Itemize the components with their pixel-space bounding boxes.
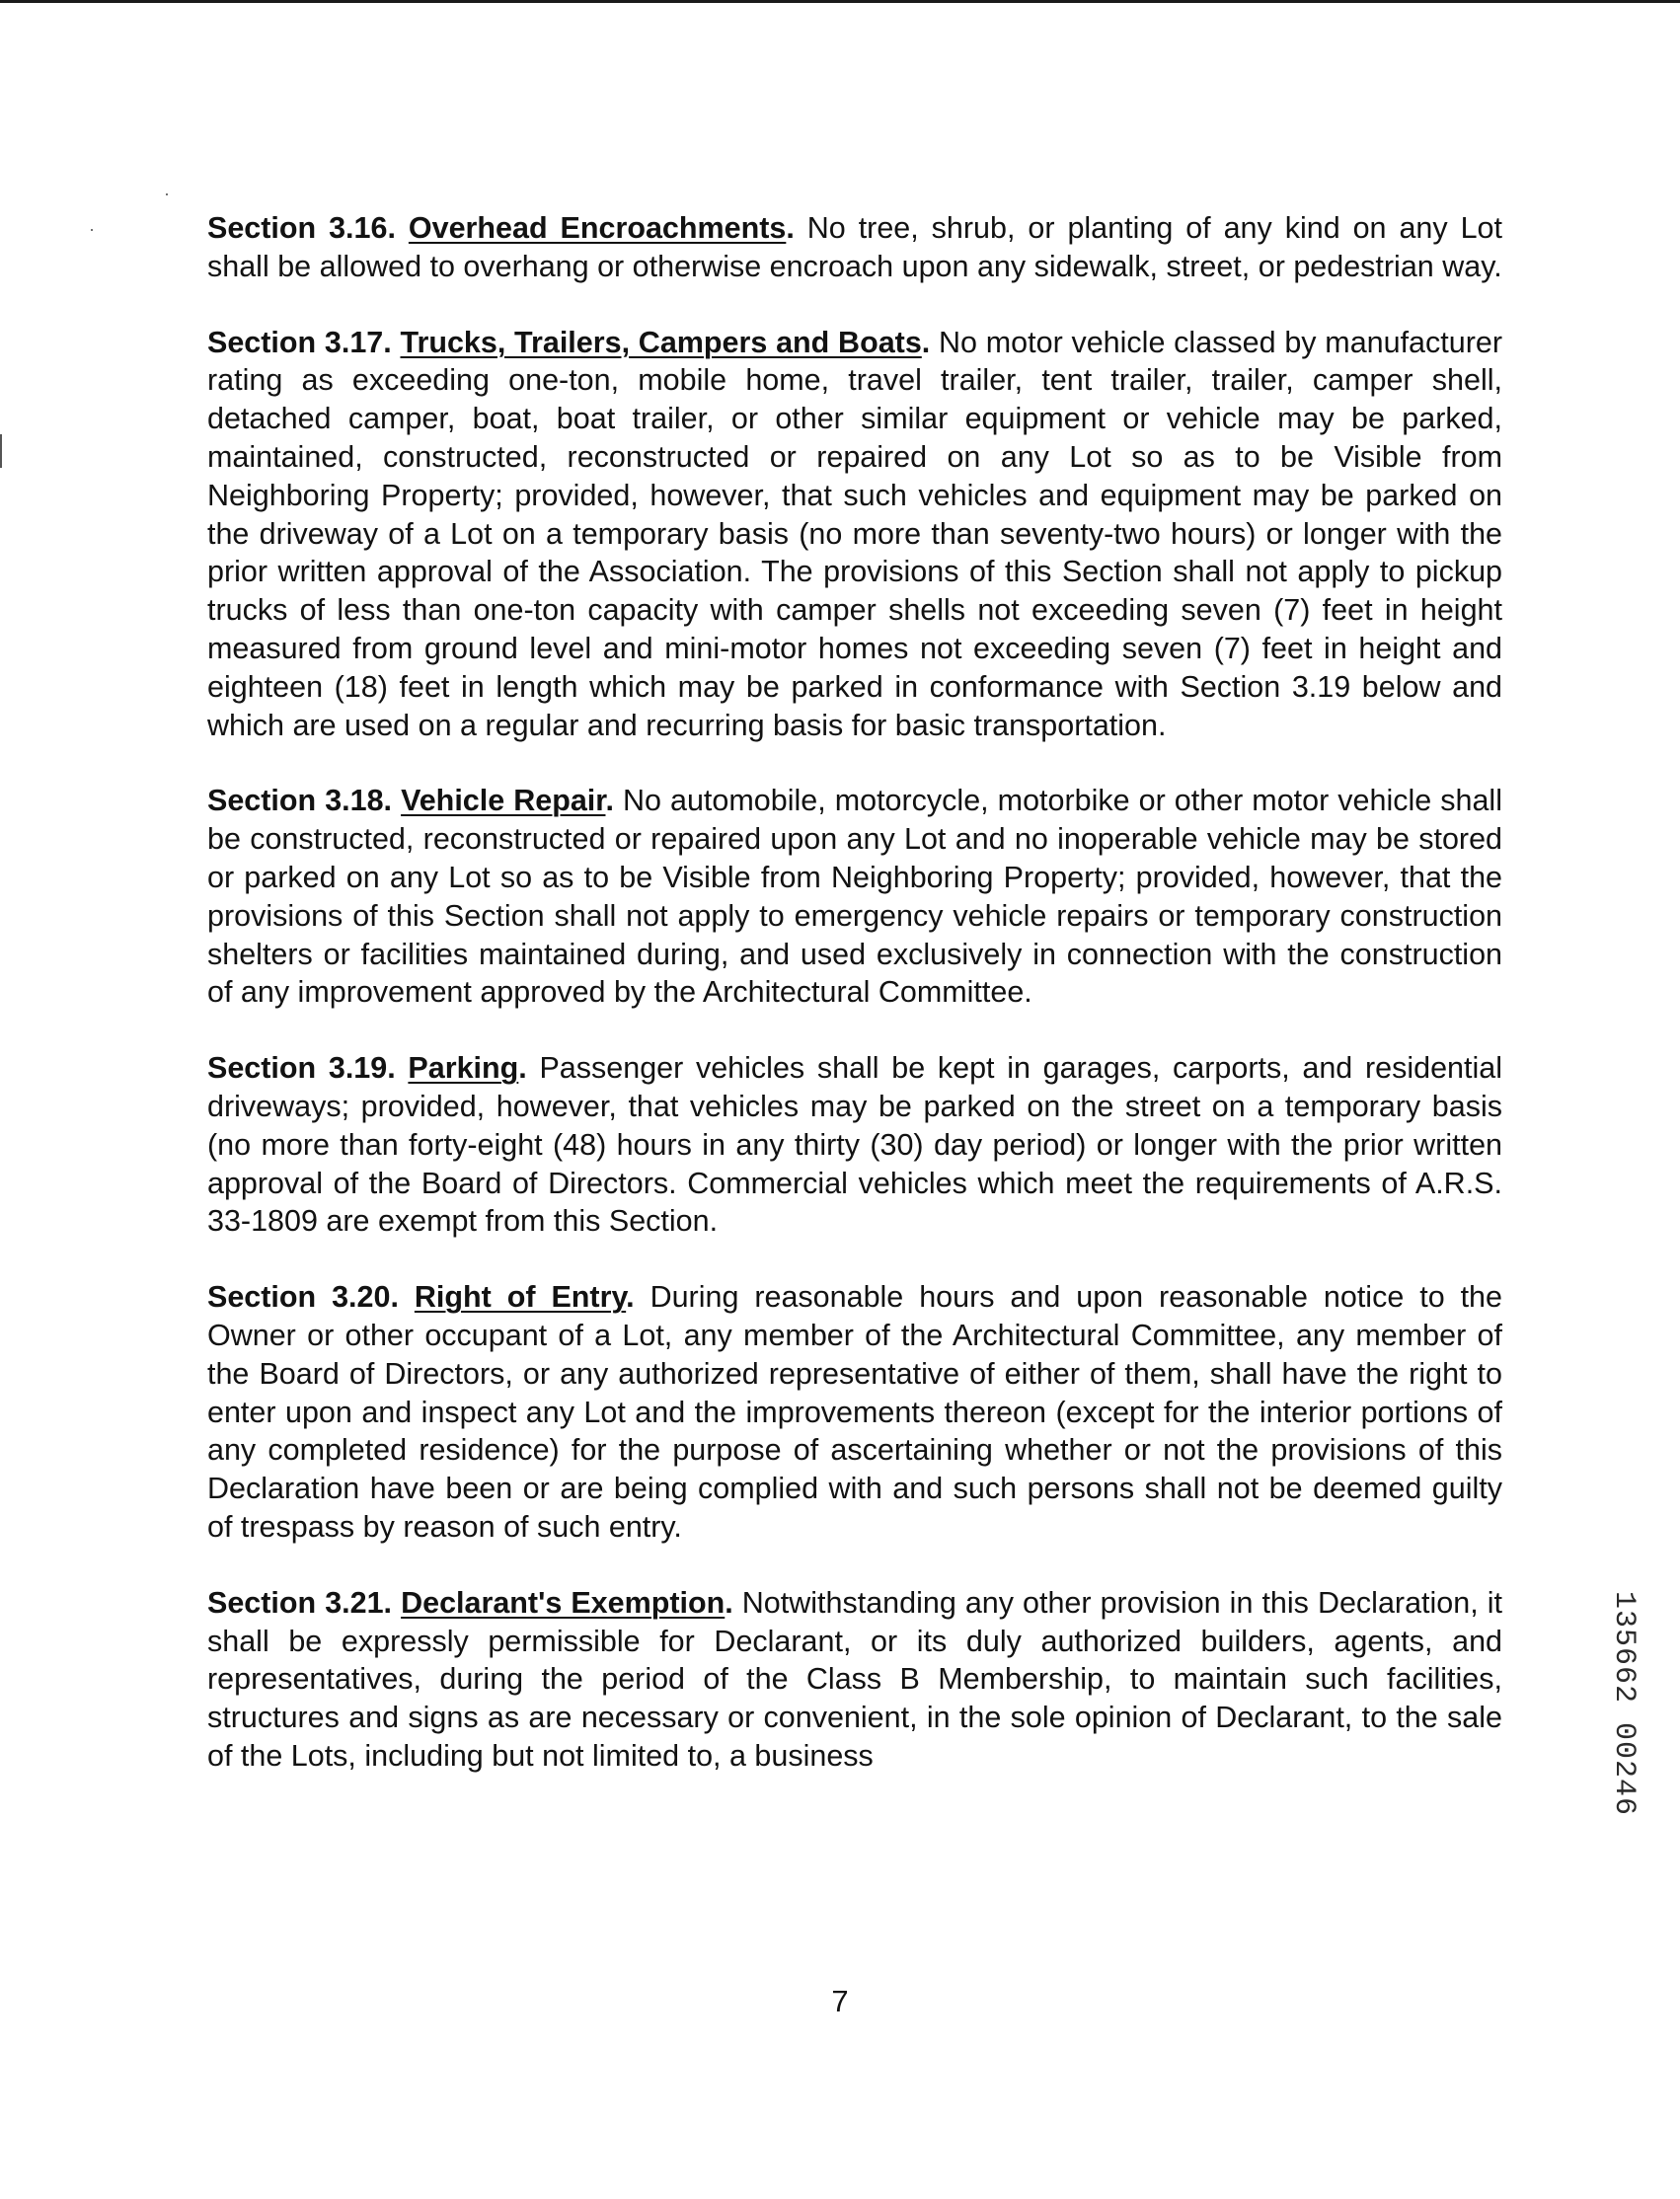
section-number: Section 3.16.: [207, 211, 396, 245]
section-title: Vehicle Repair: [401, 784, 606, 818]
section-number: Section 3.20.: [207, 1280, 399, 1315]
section-number: Section 3.17.: [207, 325, 392, 359]
section-title: Declarant's Exemption: [401, 1585, 725, 1620]
section-body: Passenger vehicles shall be kept in garages, carports, and residential driveways; provided, however, that vehicles may be parked on the street on a temporary basis (no more than forty-eight (48) hours in any thirty (30) day period) or longer with the prior written approval of the Board of Directors. Commercial vehicles which meet the requirements of A.R.S. 33-1809 are exempt from this Section.: [207, 1051, 1502, 1239]
section-body: No automobile, motorcycle, motorbike or other motor vehicle shall be constructed, reconstructed or repaired upon any Lot and no inoperable vehicle may be stored or parked on any Lot so as to be Visible from Neighboring Property; provided, however, that the provisions of this Section shall not apply to emergency vehicle repairs or temporary construction shelters or facilities maintained during, and used exclusively in connection with the construction of any improvement approved by the Architectural Committee.: [207, 784, 1502, 1010]
section-3-18: Section 3.18. Vehicle Repair. No automobile, motorcycle, motorbike or other motor vehicle shall be constructed, reconstructed or repaired upon any Lot and no inoperable vehicle may be stored or parked on any Lot so as to be Visible from Neighboring Property; provided, however, that the provisions of this Section shall not apply to emergency vehicle repairs or temporary construction shelters or facilities maintained during, and used exclusively in connection with the construction of any improvement approved by the Architectural Committee.: [207, 784, 1502, 1010]
section-body: Notwithstanding any other provision in this Declaration, it shall be expressly permissible for Declarant, or its duly authorized builders, agents, and representatives, during the period of the Class B Membership, to maintain such facilities, structures and signs as are necessary or convenient, in the sole opinion of Declarant, to the sale of the Lots, including but not limited to, a business: [207, 1585, 1502, 1773]
section-number: Section 3.21.: [207, 1585, 393, 1620]
section-number: Section 3.18.: [207, 784, 393, 818]
recording-number-stamp: 135662 00246: [1607, 1591, 1641, 1817]
section-3-21: Section 3.21. Declarant's Exemption. Notwithstanding any other provision in this Declaration, it shall be expressly permissible for Declarant, or its duly authorized builders, agents, and representatives, during the period of the Class B Membership, to maintain such facilities, structures and signs as are necessary or convenient, in the sole opinion of Declarant, to the sale of the Lots, including but not limited to, a business: [207, 1585, 1502, 1773]
page-number: 7: [831, 1984, 849, 2018]
page-top-edge: [0, 0, 1680, 3]
section-body: No tree, shrub, or planting of any kind on any Lot shall be allowed to overhang or otherwise encroach upon any sidewalk, street, or pedestrian way.: [207, 211, 1502, 283]
section-body: During reasonable hours and upon reasonable notice to the Owner or other occupant of a Lot, any member of the Architectural Committee, any member of the Board of Directors, or any authorized representative of either of them, shall have the right to enter upon and inspect any Lot and the improvements thereon (except for the interior portions of any completed residence) for the purpose of ascertaining whether or not the provisions of this Declaration have been or are being complied with and such persons shall not be deemed guilty of trespass by reason of such entry.: [207, 1280, 1502, 1544]
section-3-17: Section 3.17. Trucks, Trailers, Campers and Boats. No motor vehicle classed by manufacturer rating as exceeding one-ton, mobile home, travel trailer, tent trailer, trailer, camper shell, detached camper, boat, boat trailer, or other similar equipment or vehicle may be parked, maintained, constructed, reconstructed or repaired on any Lot so as to be Visible from Neighboring Property; provided, however, that such vehicles and equipment may be parked on the driveway of a Lot on a temporary basis (no more than seventy-two hours) or longer with the prior written approval of the Association. The provisions of this Section shall not apply to pickup trucks of less than one-ton capacity with camper shells not exceeding seven (7) feet in height measured from ground level and mini-motor homes not exceeding seven (7) feet in height and eighteen (18) feet in length which may be parked in conformance with Section 3.19 below and which are used on a regular and recurring basis for basic transportation.: [207, 325, 1502, 742]
scan-speck: [166, 193, 168, 195]
section-number: Section 3.19.: [207, 1051, 396, 1086]
section-title: Parking: [408, 1051, 519, 1086]
section-title: Right of Entry: [414, 1280, 627, 1315]
section-title: Trucks, Trailers, Campers and Boats: [400, 325, 922, 359]
section-3-19: Section 3.19. Parking. Passenger vehicles shall be kept in garages, carports, and residential driveways; provided, however, that vehicles may be parked on the street on a temporary basis (no more than forty-eight (48) hours in any thirty (30) day period) or longer with the prior written approval of the Board of Directors. Commercial vehicles which meet the requirements of A.R.S. 33-1809 are exempt from this Section.: [207, 1051, 1502, 1239]
section-title: Overhead Encroachments: [408, 211, 787, 245]
scan-speck: [91, 229, 93, 231]
section-3-20: Section 3.20. Right of Entry. During reasonable hours and upon reasonable notice to the Owner or other occupant of a Lot, any member of the Architectural Committee, any member of the Board of Directors, or any authorized representative of either of them, shall have the right to enter upon and inspect any Lot and the improvements thereon (except for the interior portions of any completed residence) for the purpose of ascertaining whether or not the provisions of this Declaration have been or are being complied with and such persons shall not be deemed guilty of trespass by reason of such entry.: [207, 1280, 1502, 1544]
section-3-16: Section 3.16. Overhead Encroachments. No tree, shrub, or planting of any kind on any Lot shall be allowed to overhang or otherwise encroach upon any sidewalk, street, or pedestrian way.: [207, 211, 1502, 283]
document-body: [207, 209, 1502, 1813]
section-body: No motor vehicle classed by manufacturer rating as exceeding one-ton, mobile home, travel trailer, tent trailer, trailer, camper shell, detached camper, boat, boat trailer, or other similar equipment or vehicle may be parked, maintained, constructed, reconstructed or repaired on any Lot so as to be Visible from Neighboring Property; provided, however, that such vehicles and equipment may be parked on the driveway of a Lot on a temporary basis (no more than seventy-two hours) or longer with the prior written approval of the Association. The provisions of this Section shall not apply to pickup trucks of less than one-ton capacity with camper shells not exceeding seven (7) feet in height measured from ground level and mini-motor homes not exceeding seven (7) feet in height and eighteen (18) feet in length which may be parked in conformance with Section 3.19 below and which are used on a regular and recurring basis for basic transportation.: [207, 325, 1502, 742]
scan-edge-mark: [0, 434, 2, 468]
